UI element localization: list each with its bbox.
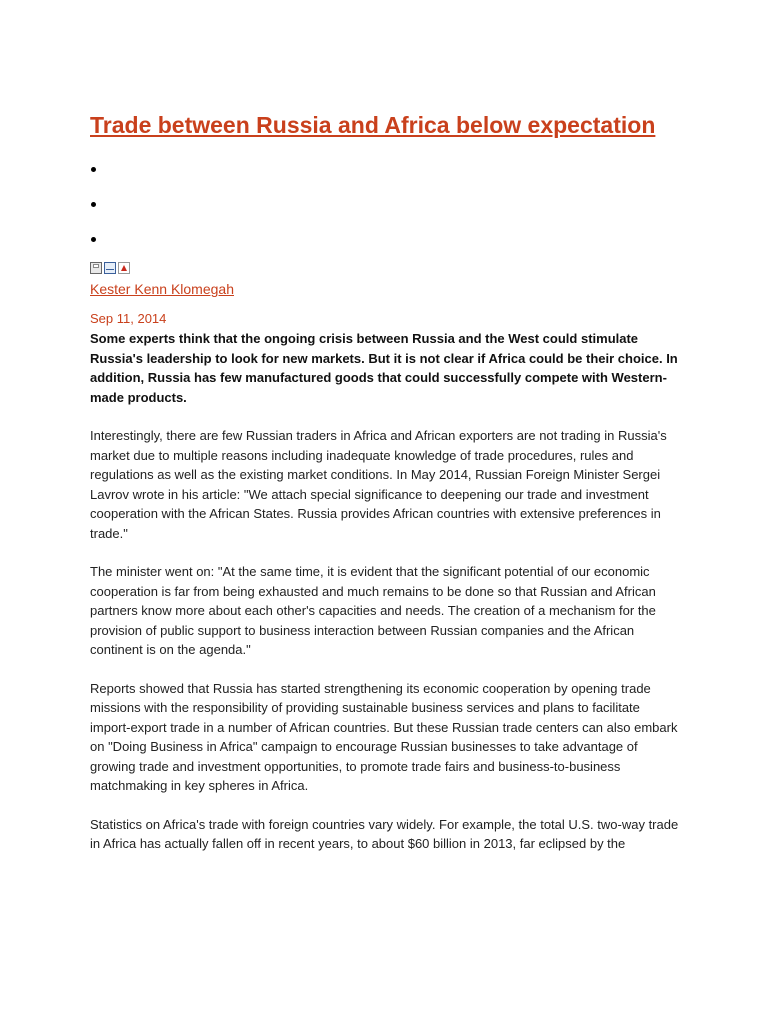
article-paragraph: The minister went on: "At the same time, it is evident that the significant potential of our economic cooperation is far from being exhausted and much remains to be done so that Russian and African partners know more about each other's capacities and needs. The creation of a mechanism for the provision of public support to business interaction between Russian companies and the African continent is on the agenda." (90, 564, 656, 658)
print-icon[interactable] (90, 262, 102, 274)
article-paragraph: Statistics on Africa's trade with foreign countries vary widely. For example, the total U.S. two-way trade in Africa has actually fallen off in recent years, to about $60 billion in 2013, far eclipsed by the (90, 816, 679, 852)
article-paragraph: Reports showed that Russia has started strengthening its economic cooperation by opening trade missions with the responsibility of providing sustainable business services and plans to facilitate import-export trade in a number of African countries. But these Russian trade centers can also embark on "Doing Business in Africa" campaign to encourage Russian businesses to take advantage of growing trade and investment opportunities, to promote trade fairs and business-to-business matchmaking in key spheres in Africa. (90, 680, 678, 794)
list-item (90, 195, 680, 230)
list-item (90, 160, 680, 195)
bullet-icon (91, 202, 96, 207)
article-date: Sep 11, 2014 (90, 311, 167, 326)
author-link[interactable]: Kester Kenn Klomegah (90, 281, 234, 297)
article-page (90, 106, 680, 854)
pdf-icon[interactable] (118, 262, 130, 274)
list-item (90, 230, 680, 265)
email-icon[interactable] (104, 262, 116, 274)
article-title-link[interactable]: Trade between Russia and Africa below expectation (90, 112, 656, 138)
article-paragraph: Interestingly, there are few Russian traders in Africa and African exporters are not trading in Russia's market due to multiple reasons including inadequate knowledge of trade procedures, rules and regulations as well as the existing market conditions. In May 2014, Russian Foreign Minister Sergei Lavrov wrote in his article: "We attach special significance to deepening our trade and investment cooperation with the African States. Russia provides African countries with extensive preferences in trade." (90, 428, 667, 541)
bullet-list (90, 160, 680, 265)
bullet-icon (91, 167, 96, 172)
bullet-icon (91, 237, 96, 242)
article-lead: Some experts think that the ongoing crisis between Russia and the West could stimulate Russia's leadership to look for new markets. But it is not clear if Africa could be their choice. In addition, Russia has few manufactured goods that could successfully compete with Western-made products. (90, 331, 678, 405)
